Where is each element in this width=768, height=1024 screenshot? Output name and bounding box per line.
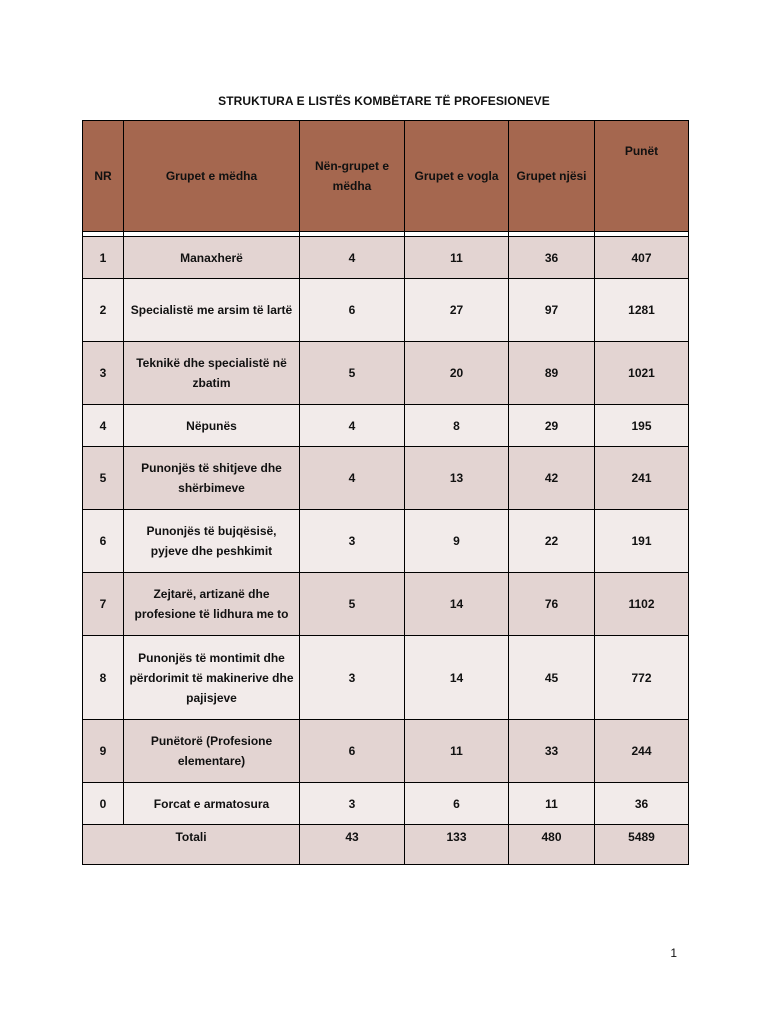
table-cell: 3 [300, 510, 405, 573]
table-cell: 13 [405, 447, 509, 510]
table-cell: 4 [300, 405, 405, 447]
table-cell: Nëpunës [124, 405, 300, 447]
table-header-row [83, 121, 689, 232]
header-unit-groups: Grupet njësi [509, 121, 595, 232]
table-cell: 195 [595, 405, 689, 447]
table-cell: 11 [509, 783, 595, 825]
table-cell: 3 [300, 636, 405, 720]
table-row [83, 447, 689, 510]
table-cell: 11 [405, 720, 509, 783]
table-cell: 6 [83, 510, 124, 573]
table-cell: 6 [300, 279, 405, 342]
header-occupations: Punët [595, 121, 689, 232]
table-cell: 407 [595, 237, 689, 279]
table-cell: 4 [83, 405, 124, 447]
table-row [83, 783, 689, 825]
table-row [83, 510, 689, 573]
total-label: Totali [83, 825, 300, 865]
table-cell: 772 [595, 636, 689, 720]
table-cell: 29 [509, 405, 595, 447]
total-cell: 43 [300, 825, 405, 865]
total-cell: 5489 [595, 825, 689, 865]
table-cell: 241 [595, 447, 689, 510]
table-cell: 4 [300, 447, 405, 510]
table-cell: 14 [405, 573, 509, 636]
table-cell: Forcat e armatosura [124, 783, 300, 825]
table-cell: 45 [509, 636, 595, 720]
table-cell: 8 [405, 405, 509, 447]
table-cell: Punonjës të bujqësisë, pyjeve dhe peshkimit [124, 510, 300, 573]
table-cell: 6 [300, 720, 405, 783]
table-cell: 20 [405, 342, 509, 405]
table-cell: Manaxherë [124, 237, 300, 279]
table-cell: 191 [595, 510, 689, 573]
table-cell: 9 [405, 510, 509, 573]
table-cell: 14 [405, 636, 509, 720]
table-cell: 42 [509, 447, 595, 510]
table-cell: 1281 [595, 279, 689, 342]
table-row [83, 279, 689, 342]
table-cell: 1 [83, 237, 124, 279]
table-cell: 1102 [595, 573, 689, 636]
table-cell: 5 [300, 342, 405, 405]
header-nr: NR [83, 121, 124, 232]
table-cell: 33 [509, 720, 595, 783]
table-body [83, 232, 689, 865]
table-row [83, 636, 689, 720]
table-cell: 244 [595, 720, 689, 783]
table-row [83, 573, 689, 636]
table-cell: 89 [509, 342, 595, 405]
table-cell: 1021 [595, 342, 689, 405]
table-cell: 3 [300, 783, 405, 825]
table-cell: 97 [509, 279, 595, 342]
table-row [83, 720, 689, 783]
table-cell: Punëtorë (Profesione elementare) [124, 720, 300, 783]
table-cell: 22 [509, 510, 595, 573]
table-cell: Punonjës të shitjeve dhe shërbimeve [124, 447, 300, 510]
total-row [83, 825, 689, 865]
header-minor-groups: Grupet e vogla [405, 121, 509, 232]
table-cell: 27 [405, 279, 509, 342]
table-cell: 5 [83, 447, 124, 510]
table-row [83, 237, 689, 279]
table-row [83, 405, 689, 447]
profession-structure-table [82, 120, 689, 865]
table-cell: Specialistë me arsim të lartë [124, 279, 300, 342]
total-cell: 480 [509, 825, 595, 865]
header-sub-major-groups: Nën-grupet e mëdha [300, 121, 405, 232]
table-cell: 8 [83, 636, 124, 720]
page-number: 1 [670, 946, 677, 960]
table-cell: 36 [509, 237, 595, 279]
table-cell: Teknikë dhe specialistë në zbatim [124, 342, 300, 405]
table-cell: 4 [300, 237, 405, 279]
table-cell: 2 [83, 279, 124, 342]
total-cell: 133 [405, 825, 509, 865]
table-cell: 36 [595, 783, 689, 825]
table-cell: 9 [83, 720, 124, 783]
table-cell: Punonjës të montimit dhe përdorimit të makinerive dhe pajisjeve [124, 636, 300, 720]
table-cell: 6 [405, 783, 509, 825]
table-cell: 3 [83, 342, 124, 405]
table-cell: 5 [300, 573, 405, 636]
table-cell: 11 [405, 237, 509, 279]
table-cell: 0 [83, 783, 124, 825]
header-major-groups: Grupet e mëdha [124, 121, 300, 232]
table-cell: Zejtarë, artizanë dhe profesione të lidhura me to [124, 573, 300, 636]
table-row [83, 342, 689, 405]
document-title: STRUKTURA E LISTËS KOMBËTARE TË PROFESIONEVE [218, 94, 550, 108]
table-cell: 76 [509, 573, 595, 636]
table-cell: 7 [83, 573, 124, 636]
